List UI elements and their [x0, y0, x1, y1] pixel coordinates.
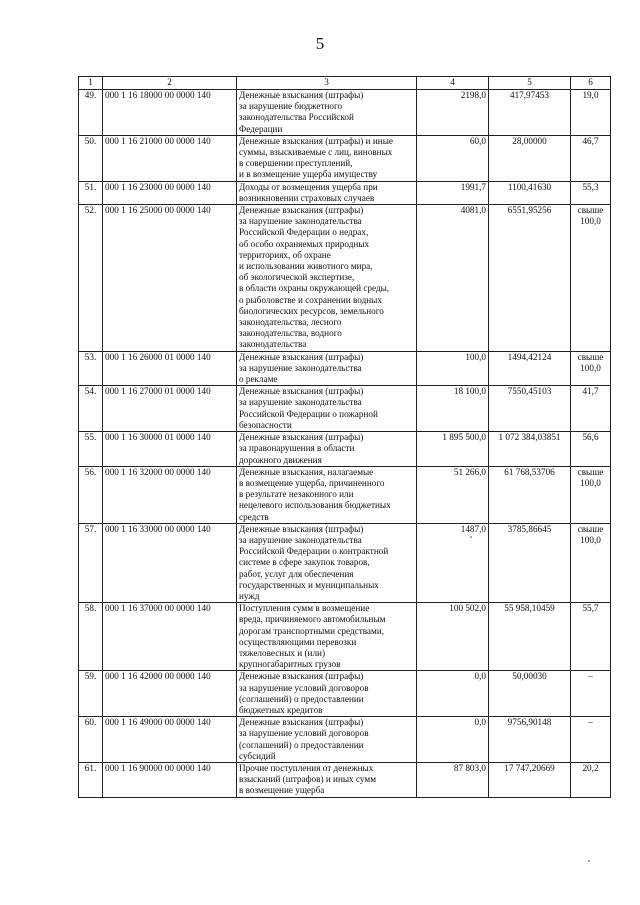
revenue-description: Прочие поступления от денежных взысканий (штрафов) и иных сумм в возмещение ущерба	[237, 762, 417, 797]
classification-code: 000 1 16 90000 00 0000 140	[103, 762, 237, 797]
execution-percent: свыше 100,0	[571, 523, 611, 602]
planned-amount: 1991,7	[417, 181, 489, 204]
table-row	[79, 762, 611, 797]
classification-code: 000 1 16 26000 01 0000 140	[103, 351, 237, 386]
column-header: 3	[237, 77, 417, 90]
revenue-description: Денежные взыскания (штрафы) за нарушение законодательства Российской Федерации о контрактной системе в сфере закупок товаров, работ, услуг для обеспечения государственных и муниципальных нужд	[237, 523, 417, 602]
table-row	[79, 90, 611, 136]
execution-percent: 20,2	[571, 762, 611, 797]
actual-amount: 417,97453	[489, 90, 571, 136]
scan-speck	[588, 860, 590, 862]
planned-amount: 1487,0	[417, 523, 489, 602]
classification-code: 000 1 16 42000 00 0000 140	[103, 671, 237, 717]
revenue-description: Денежные взыскания (штрафы) за нарушение бюджетного законодательства Российской Федерации	[237, 90, 417, 136]
table-row	[79, 205, 611, 352]
row-number: 51.	[79, 181, 103, 204]
classification-code: 000 1 16 18000 00 0000 140	[103, 90, 237, 136]
table-row	[79, 523, 611, 602]
revenue-description: Денежные взыскания (штрафы) за нарушение условий договоров (соглашений) о предоставлении субсидий	[237, 717, 417, 763]
actual-amount: 6551,95256	[489, 205, 571, 352]
table-row	[79, 386, 611, 432]
classification-code: 000 1 16 49000 00 0000 140	[103, 717, 237, 763]
budget-revenue-table	[78, 76, 611, 798]
revenue-description: Денежные взыскания (штрафы) за правонарушения в области дорожного движения	[237, 432, 417, 467]
actual-amount: 55 958,10459	[489, 603, 571, 671]
actual-amount: 61 768,53706	[489, 466, 571, 523]
revenue-description: Поступления сумм в возмещение вреда, причиняемого автомобильным дорогам транспортными средствами, осуществляющими перевозки тяжеловесных и (или) крупногабаритных грузов	[237, 603, 417, 671]
classification-code: 000 1 16 25000 00 0000 140	[103, 205, 237, 352]
row-number: 49.	[79, 90, 103, 136]
column-header: 6	[571, 77, 611, 90]
planned-amount: 2198,0	[417, 90, 489, 136]
revenue-description: Денежные взыскания (штрафы) и иные суммы, взыскиваемые с лиц, виновных в совершении преступлений, и в возмещение ущерба имуществу	[237, 135, 417, 181]
planned-amount: 100 502,0	[417, 603, 489, 671]
planned-amount: 4081,0	[417, 205, 489, 352]
execution-percent: 55,3	[571, 181, 611, 204]
planned-amount: 0,0	[417, 671, 489, 717]
page-number: 5	[315, 34, 325, 53]
actual-amount: 3785,86645	[489, 523, 571, 602]
execution-percent: 19,0	[571, 90, 611, 136]
revenue-description: Доходы от возмещения ущерба при возникновении страховых случаев	[237, 181, 417, 204]
execution-percent: 41,7	[571, 386, 611, 432]
revenue-description: Денежные взыскания (штрафы) за нарушение условий договоров (соглашений) о предоставлении бюджетных кредитов	[237, 671, 417, 717]
row-number: 55.	[79, 432, 103, 467]
execution-percent: 46,7	[571, 135, 611, 181]
table-body	[79, 90, 611, 798]
execution-percent: свыше 100,0	[571, 205, 611, 352]
revenue-description: Денежные взыскания (штрафы) за нарушение законодательства Российской Федерации о недрах, об особо охраняемых природных территориях, об охране и использовании животного мира, об экологической экспертизе, в области охраны окружающей среды, о рыболовстве и сохранении водных биологических ресурсов, земельного законодательства, лесного законодательства, водного законодательства	[237, 205, 417, 352]
classification-code: 000 1 16 37000 00 0000 140	[103, 603, 237, 671]
classification-code: 000 1 16 30000 01 0000 140	[103, 432, 237, 467]
revenue-description: Денежные взыскания (штрафы) за нарушение законодательства Российской Федерации о пожарной безопасности	[237, 386, 417, 432]
planned-amount: 51 266,0	[417, 466, 489, 523]
planned-amount: 18 100,0	[417, 386, 489, 432]
execution-percent: 55,7	[571, 603, 611, 671]
column-header: 4	[417, 77, 489, 90]
planned-amount: 1 895 500,0	[417, 432, 489, 467]
row-number: 53.	[79, 351, 103, 386]
planned-amount: 100,0	[417, 351, 489, 386]
classification-code: 000 1 16 27000 01 0000 140	[103, 386, 237, 432]
actual-amount: 7550,45103	[489, 386, 571, 432]
row-number: 59.	[79, 671, 103, 717]
row-number: 60.	[79, 717, 103, 763]
planned-amount: 0,0	[417, 717, 489, 763]
row-number: 50.	[79, 135, 103, 181]
row-number: 56.	[79, 466, 103, 523]
actual-amount: 1 072 384,03851	[489, 432, 571, 467]
actual-amount: 28,00000	[489, 135, 571, 181]
table-row	[79, 603, 611, 671]
execution-percent: свыше 100,0	[571, 466, 611, 523]
execution-percent: –	[571, 671, 611, 717]
actual-amount: 9756,90148	[489, 717, 571, 763]
actual-amount: 1100,41630	[489, 181, 571, 204]
execution-percent: 56,6	[571, 432, 611, 467]
revenue-description: Денежные взыскания (штрафы) за нарушение законодательства о рекламе	[237, 351, 417, 386]
revenue-description: Денежные взыскания, налагаемые в возмещение ущерба, причиненного в результате незаконного или нецелевого использования бюджетных средств	[237, 466, 417, 523]
row-number: 54.	[79, 386, 103, 432]
row-number: 52.	[79, 205, 103, 352]
planned-amount: 87 803,0	[417, 762, 489, 797]
table-row	[79, 351, 611, 386]
actual-amount: 1494,42124	[489, 351, 571, 386]
table-header-row	[79, 77, 611, 90]
planned-amount: 60,0	[417, 135, 489, 181]
classification-code: 000 1 16 21000 00 0000 140	[103, 135, 237, 181]
table-row	[79, 466, 611, 523]
column-header: 5	[489, 77, 571, 90]
execution-percent: свыше 100,0	[571, 351, 611, 386]
row-number: 61.	[79, 762, 103, 797]
actual-amount: 50,00030	[489, 671, 571, 717]
column-header: 1	[79, 77, 103, 90]
row-number: 58.	[79, 603, 103, 671]
scan-speck	[470, 536, 472, 538]
row-number: 57.	[79, 523, 103, 602]
execution-percent: –	[571, 717, 611, 763]
table-row	[79, 717, 611, 763]
table-row	[79, 135, 611, 181]
table-row	[79, 432, 611, 467]
column-header: 2	[103, 77, 237, 90]
actual-amount: 17 747,20669	[489, 762, 571, 797]
table-row	[79, 181, 611, 204]
table-row	[79, 671, 611, 717]
classification-code: 000 1 16 32000 00 0000 140	[103, 466, 237, 523]
classification-code: 000 1 16 33000 00 0000 140	[103, 523, 237, 602]
classification-code: 000 1 16 23000 00 0000 140	[103, 181, 237, 204]
